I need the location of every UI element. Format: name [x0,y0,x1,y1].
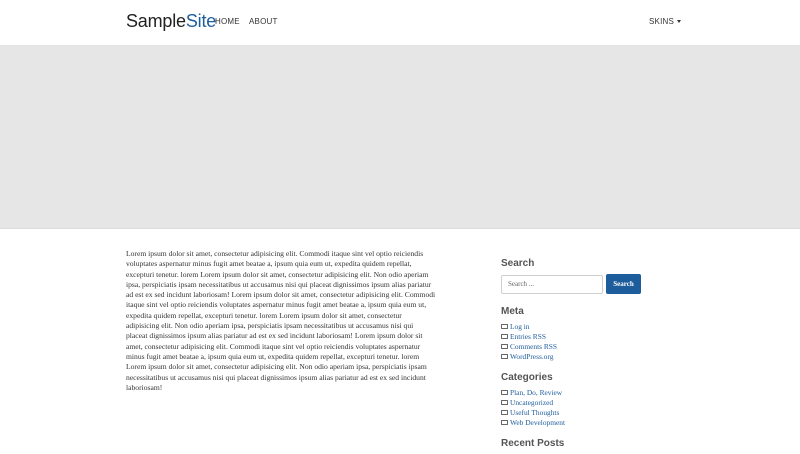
meta-link-entries-rss[interactable]: Entries RSS [510,332,546,341]
folder-icon [501,410,508,415]
search-widget-title: Search [501,258,535,269]
nav-skins-dropdown[interactable] [649,17,681,26]
nav-home-link[interactable]: HOME [215,17,240,26]
caret-down-icon [677,20,681,23]
list-item [501,398,681,408]
folder-icon [501,344,508,349]
meta-list [501,322,681,362]
categories-list [501,388,681,428]
meta-link-wordpress[interactable]: WordPress.org [510,352,554,361]
list-item [501,388,681,398]
category-link-useful-thoughts[interactable]: Useful Thoughts [510,408,560,417]
folder-icon [501,354,508,359]
site-logo[interactable] [126,11,216,32]
meta-widget [501,306,681,362]
top-navbar [0,0,800,46]
recent-posts-widget-title: Recent Posts [501,438,565,449]
list-item [501,408,681,418]
hero-banner [0,46,800,229]
search-button[interactable]: Search [606,274,641,294]
brand-name-part2: Site [185,11,217,31]
body-paragraph: Lorem ipsum dolor sit amet, consectetur adipisicing elit. Commodi itaque sint vel optio reiciendis voluptates aspernatur minus fugit amet beatae a, ipsum quia eum ut, expedita quidem repellat, excepturi tenetur. lorem Lorem ipsum dolor sit amet, consectetur adipisicing elit. Non odio aperiam ipsa, perspiciatis ipsam necessitatibus ut accusamus nisi qui placeat dignissimos ipsum alias pariatur ad est ex sed incidunt laboriosam! Lorem ipsum dolor sit amet, consectetur adipisicing elit. Commodi itaque sint vel optio reiciendis voluptates aspernatur minus fugit amet beatae a, ipsum quia eum ut, expedita quidem repellat, excepturi tenetur. lorem Lorem ipsum dolor sit amet, consectetur adipisicing elit. Non odio aperiam ipsa, perspiciatis ipsam necessitatibus ut accusamus nisi qui placeat dignissimos ipsum alias pariatur ad est ex sed incidunt laboriosam! Lorem ipsum dolor sit amet, consectetur adipisicing elit. Commodi itaque sint vel optio reiciendis voluptates aspernatur minus fugit amet beatae a, ipsum quia eum ut, expedita quidem repellat, excepturi tenetur. lorem Lorem ipsum dolor sit amet, consectetur adipisicing elit. Non odio aperiam ipsa, perspiciatis ipsam necessitatibus ut accusamus nisi qui placeat dignissimos ipsum alias pariatur ad est ex sed incidunt laboriosam! [126,249,436,392]
folder-icon [501,400,508,405]
list-item [501,352,681,362]
categories-widget [501,372,681,428]
category-link-web-development[interactable]: Web Development [510,418,566,427]
folder-icon [501,334,508,339]
folder-icon [501,324,508,329]
skins-label: SKINS [649,17,675,26]
categories-widget-title: Categories [501,372,553,383]
meta-link-comments-rss[interactable]: Comments RSS [510,342,558,351]
folder-icon [501,420,508,425]
list-item [501,418,681,428]
search-input[interactable] [501,275,603,294]
category-link-plan-do-review[interactable]: Plan, Do, Review [510,388,563,397]
list-item [501,332,681,342]
category-link-uncategorized[interactable]: Uncategorized [510,398,554,407]
folder-icon [501,390,508,395]
search-form [501,274,681,294]
nav-about-link[interactable]: ABOUT [249,17,278,26]
list-item [501,322,681,332]
brand-name-part1: Sample [126,11,186,31]
meta-link-log-in[interactable]: Log in [510,322,530,331]
meta-widget-title: Meta [501,306,524,317]
list-item [501,342,681,352]
sidebar [501,258,681,454]
main-content [126,249,436,393]
